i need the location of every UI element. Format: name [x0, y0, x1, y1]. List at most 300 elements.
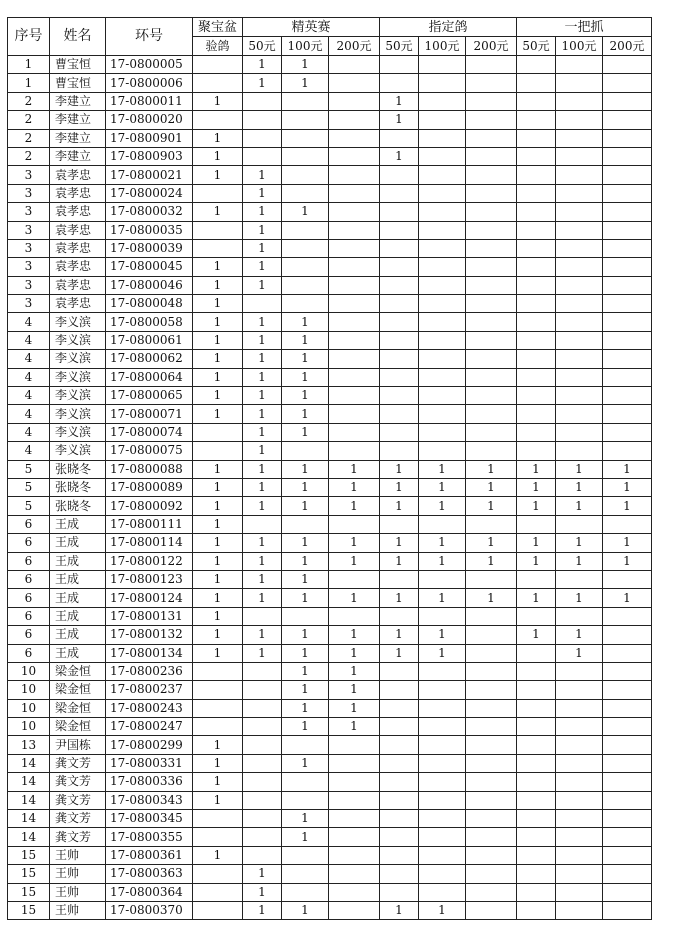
cell-entry	[603, 350, 652, 368]
cell-entry: 1	[517, 497, 556, 515]
table-row	[8, 92, 652, 110]
cell-entry: 1	[419, 534, 466, 552]
cell-entry	[603, 184, 652, 202]
cell-entry: 1	[282, 405, 329, 423]
cell-entry	[282, 442, 329, 460]
cell-entry	[329, 184, 380, 202]
header-zdg-100: 100元	[419, 37, 466, 56]
cell-entry	[466, 754, 517, 772]
table-row	[8, 166, 652, 184]
cell-entry: 1	[466, 534, 517, 552]
cell-seq: 4	[8, 405, 50, 423]
cell-seq: 3	[8, 276, 50, 294]
cell-name: 李建立	[50, 111, 106, 129]
cell-entry: 1	[329, 662, 380, 680]
cell-entry	[243, 791, 282, 809]
table-row	[8, 147, 652, 165]
cell-entry	[282, 184, 329, 202]
header-ybz-100: 100元	[556, 37, 603, 56]
table-row	[8, 368, 652, 386]
cell-seq: 6	[8, 589, 50, 607]
cell-entry: 1	[193, 276, 243, 294]
cell-entry: 1	[193, 589, 243, 607]
cell-entry	[603, 828, 652, 846]
cell-ring: 17-0800243	[106, 699, 193, 717]
cell-entry	[419, 865, 466, 883]
cell-entry: 1	[282, 626, 329, 644]
table-row	[8, 534, 652, 552]
cell-entry	[556, 92, 603, 110]
cell-entry	[380, 718, 419, 736]
cell-seq: 6	[8, 552, 50, 570]
cell-entry	[556, 258, 603, 276]
cell-entry: 1	[193, 515, 243, 533]
cell-entry: 1	[380, 552, 419, 570]
cell-entry	[282, 166, 329, 184]
cell-entry	[556, 239, 603, 257]
cell-ring: 17-0800124	[106, 589, 193, 607]
cell-entry	[556, 368, 603, 386]
cell-name: 张晓冬	[50, 478, 106, 496]
cell-entry	[556, 570, 603, 588]
cell-entry	[556, 147, 603, 165]
cell-entry	[243, 736, 282, 754]
table-row	[8, 828, 652, 846]
cell-entry: 1	[329, 478, 380, 496]
cell-entry	[517, 901, 556, 919]
cell-entry	[193, 718, 243, 736]
cell-entry: 1	[329, 534, 380, 552]
cell-ring: 17-0800020	[106, 111, 193, 129]
cell-entry	[193, 699, 243, 717]
cell-seq: 2	[8, 129, 50, 147]
cell-name: 龚文芳	[50, 791, 106, 809]
cell-entry: 1	[193, 497, 243, 515]
cell-entry	[243, 515, 282, 533]
cell-entry: 1	[243, 331, 282, 349]
cell-entry: 1	[243, 570, 282, 588]
cell-entry: 1	[243, 901, 282, 919]
cell-entry	[466, 883, 517, 901]
cell-ring: 17-0800123	[106, 570, 193, 588]
cell-entry	[380, 350, 419, 368]
cell-entry	[380, 368, 419, 386]
cell-ring: 17-0800361	[106, 846, 193, 864]
cell-entry	[603, 865, 652, 883]
cell-entry	[517, 184, 556, 202]
cell-entry: 1	[282, 570, 329, 588]
header-ybz-50: 50元	[517, 37, 556, 56]
cell-entry	[419, 883, 466, 901]
cell-entry	[380, 828, 419, 846]
table-row	[8, 387, 652, 405]
cell-entry	[419, 295, 466, 313]
cell-seq: 4	[8, 331, 50, 349]
cell-ring: 17-0800045	[106, 258, 193, 276]
cell-entry	[193, 883, 243, 901]
cell-entry: 1	[556, 626, 603, 644]
cell-entry: 1	[380, 92, 419, 110]
cell-entry: 1	[282, 423, 329, 441]
cell-name: 袁孝忠	[50, 295, 106, 313]
cell-entry: 1	[282, 534, 329, 552]
cell-ring: 17-0800343	[106, 791, 193, 809]
cell-entry: 1	[419, 644, 466, 662]
cell-seq: 3	[8, 221, 50, 239]
table-row	[8, 515, 652, 533]
cell-entry	[193, 221, 243, 239]
cell-ring: 17-0800046	[106, 276, 193, 294]
header-jubaopen: 聚宝盆	[193, 18, 243, 37]
cell-seq: 2	[8, 92, 50, 110]
cell-entry: 1	[193, 626, 243, 644]
cell-seq: 10	[8, 718, 50, 736]
cell-entry	[466, 626, 517, 644]
cell-entry: 1	[243, 865, 282, 883]
cell-entry	[419, 129, 466, 147]
table-row	[8, 754, 652, 772]
cell-entry	[380, 442, 419, 460]
cell-entry	[603, 74, 652, 92]
cell-name: 袁孝忠	[50, 184, 106, 202]
cell-seq: 6	[8, 534, 50, 552]
cell-entry: 1	[282, 644, 329, 662]
cell-entry	[603, 662, 652, 680]
header-jys-200: 200元	[329, 37, 380, 56]
cell-entry	[282, 607, 329, 625]
cell-entry: 1	[603, 534, 652, 552]
cell-entry: 1	[556, 534, 603, 552]
cell-name: 王帅	[50, 901, 106, 919]
cell-entry: 1	[517, 552, 556, 570]
cell-ring: 17-0800111	[106, 515, 193, 533]
cell-entry: 1	[243, 258, 282, 276]
cell-ring: 17-0800131	[106, 607, 193, 625]
cell-entry: 1	[419, 497, 466, 515]
cell-ring: 17-0800345	[106, 810, 193, 828]
cell-entry: 1	[329, 718, 380, 736]
cell-entry	[556, 74, 603, 92]
cell-entry	[603, 699, 652, 717]
cell-entry	[380, 203, 419, 221]
cell-entry: 1	[282, 901, 329, 919]
cell-entry: 1	[282, 331, 329, 349]
cell-entry	[329, 111, 380, 129]
cell-entry	[517, 828, 556, 846]
cell-entry	[380, 754, 419, 772]
cell-seq: 4	[8, 313, 50, 331]
cell-entry: 1	[193, 791, 243, 809]
cell-entry	[466, 166, 517, 184]
cell-entry	[466, 92, 517, 110]
cell-entry: 1	[193, 736, 243, 754]
cell-entry	[517, 74, 556, 92]
cell-entry: 1	[380, 901, 419, 919]
cell-entry	[243, 111, 282, 129]
cell-entry: 1	[243, 276, 282, 294]
cell-entry: 1	[243, 350, 282, 368]
cell-entry: 1	[419, 552, 466, 570]
cell-entry	[282, 221, 329, 239]
cell-entry	[329, 313, 380, 331]
cell-ring: 17-0800134	[106, 644, 193, 662]
cell-seq: 6	[8, 644, 50, 662]
cell-entry	[419, 570, 466, 588]
cell-ring: 17-0800061	[106, 331, 193, 349]
cell-ring: 17-0800048	[106, 295, 193, 313]
cell-name: 梁金恒	[50, 681, 106, 699]
table-row	[8, 626, 652, 644]
cell-entry	[193, 184, 243, 202]
cell-entry	[243, 147, 282, 165]
cell-seq: 2	[8, 147, 50, 165]
cell-seq: 14	[8, 773, 50, 791]
cell-entry	[329, 350, 380, 368]
cell-entry: 1	[380, 147, 419, 165]
cell-entry: 1	[243, 478, 282, 496]
cell-entry	[466, 74, 517, 92]
cell-name: 李义滨	[50, 423, 106, 441]
table-row	[8, 681, 652, 699]
cell-entry: 1	[193, 129, 243, 147]
cell-name: 李义滨	[50, 442, 106, 460]
cell-entry	[193, 810, 243, 828]
cell-entry	[556, 423, 603, 441]
cell-entry: 1	[193, 460, 243, 478]
cell-entry	[517, 791, 556, 809]
table-row	[8, 699, 652, 717]
cell-entry	[466, 810, 517, 828]
cell-entry: 1	[282, 56, 329, 74]
cell-ring: 17-0800299	[106, 736, 193, 754]
cell-entry	[380, 276, 419, 294]
cell-entry	[556, 699, 603, 717]
cell-entry	[419, 810, 466, 828]
cell-entry	[193, 74, 243, 92]
cell-seq: 15	[8, 865, 50, 883]
cell-entry	[243, 828, 282, 846]
cell-entry	[329, 442, 380, 460]
cell-entry	[329, 203, 380, 221]
table-row	[8, 718, 652, 736]
cell-entry	[603, 626, 652, 644]
cell-entry	[556, 662, 603, 680]
cell-entry: 1	[603, 589, 652, 607]
header-yange: 验鸽	[193, 37, 243, 56]
cell-entry	[193, 442, 243, 460]
cell-entry	[556, 901, 603, 919]
cell-entry: 1	[243, 313, 282, 331]
cell-entry: 1	[556, 552, 603, 570]
cell-entry	[380, 331, 419, 349]
cell-ring: 17-0800088	[106, 460, 193, 478]
cell-entry: 1	[193, 368, 243, 386]
cell-entry: 1	[282, 681, 329, 699]
cell-entry	[282, 295, 329, 313]
cell-entry	[419, 718, 466, 736]
table-row	[8, 607, 652, 625]
cell-name: 梁金恒	[50, 699, 106, 717]
cell-entry	[419, 203, 466, 221]
cell-entry	[517, 405, 556, 423]
cell-seq: 4	[8, 442, 50, 460]
cell-entry	[329, 901, 380, 919]
cell-ring: 17-0800011	[106, 92, 193, 110]
cell-entry	[380, 166, 419, 184]
cell-entry: 1	[380, 644, 419, 662]
cell-seq: 3	[8, 184, 50, 202]
cell-entry	[243, 773, 282, 791]
cell-entry	[282, 791, 329, 809]
cell-name: 袁孝忠	[50, 239, 106, 257]
cell-entry: 1	[517, 626, 556, 644]
cell-entry	[380, 570, 419, 588]
cell-entry	[603, 221, 652, 239]
cell-entry	[517, 662, 556, 680]
cell-ring: 17-0800901	[106, 129, 193, 147]
table-row	[8, 810, 652, 828]
cell-entry	[466, 111, 517, 129]
cell-ring: 17-0800021	[106, 166, 193, 184]
cell-entry	[193, 681, 243, 699]
cell-entry	[282, 883, 329, 901]
cell-entry	[193, 662, 243, 680]
cell-ring: 17-0800122	[106, 552, 193, 570]
cell-name: 王成	[50, 589, 106, 607]
cell-name: 王成	[50, 626, 106, 644]
cell-entry	[466, 313, 517, 331]
table-row	[8, 846, 652, 864]
cell-entry	[517, 754, 556, 772]
cell-entry	[466, 258, 517, 276]
cell-entry	[517, 699, 556, 717]
cell-entry	[282, 736, 329, 754]
cell-entry	[419, 74, 466, 92]
cell-entry: 1	[282, 478, 329, 496]
cell-entry	[466, 387, 517, 405]
cell-ring: 17-0800236	[106, 662, 193, 680]
cell-entry	[603, 239, 652, 257]
header-zhidingge: 指定鸽	[380, 18, 517, 37]
cell-entry	[556, 295, 603, 313]
cell-entry	[556, 736, 603, 754]
cell-entry	[282, 92, 329, 110]
cell-name: 王帅	[50, 883, 106, 901]
cell-ring: 17-0800075	[106, 442, 193, 460]
cell-name: 袁孝忠	[50, 258, 106, 276]
cell-entry	[380, 313, 419, 331]
cell-entry	[603, 681, 652, 699]
cell-entry: 1	[243, 166, 282, 184]
cell-entry	[466, 570, 517, 588]
cell-ring: 17-0800035	[106, 221, 193, 239]
cell-entry: 1	[282, 497, 329, 515]
cell-entry: 1	[329, 681, 380, 699]
cell-entry	[466, 773, 517, 791]
cell-entry	[517, 846, 556, 864]
cell-entry	[603, 295, 652, 313]
cell-entry: 1	[380, 589, 419, 607]
cell-entry: 1	[193, 147, 243, 165]
cell-seq: 3	[8, 166, 50, 184]
cell-entry: 1	[329, 644, 380, 662]
cell-name: 袁孝忠	[50, 166, 106, 184]
cell-entry	[556, 56, 603, 74]
cell-name: 梁金恒	[50, 662, 106, 680]
cell-entry	[556, 810, 603, 828]
cell-seq: 2	[8, 111, 50, 129]
table-row	[8, 276, 652, 294]
cell-entry	[517, 92, 556, 110]
header-zdg-50: 50元	[380, 37, 419, 56]
cell-entry	[603, 166, 652, 184]
cell-entry: 1	[282, 718, 329, 736]
table-row	[8, 901, 652, 919]
cell-ring: 17-0800074	[106, 423, 193, 441]
cell-entry	[556, 865, 603, 883]
cell-entry	[603, 405, 652, 423]
cell-entry	[329, 295, 380, 313]
cell-entry	[282, 147, 329, 165]
cell-entry: 1	[329, 699, 380, 717]
cell-ring: 17-0800363	[106, 865, 193, 883]
cell-seq: 4	[8, 350, 50, 368]
table-row	[8, 239, 652, 257]
cell-entry	[282, 111, 329, 129]
cell-entry	[556, 681, 603, 699]
cell-entry: 1	[282, 810, 329, 828]
cell-entry	[603, 258, 652, 276]
cell-entry: 1	[556, 589, 603, 607]
cell-entry	[329, 92, 380, 110]
cell-entry	[380, 681, 419, 699]
cell-entry	[466, 129, 517, 147]
table-row	[8, 313, 652, 331]
cell-entry: 1	[243, 74, 282, 92]
cell-entry	[380, 74, 419, 92]
cell-entry	[329, 331, 380, 349]
cell-entry: 1	[193, 534, 243, 552]
cell-entry	[466, 828, 517, 846]
cell-entry	[380, 515, 419, 533]
cell-entry	[193, 828, 243, 846]
cell-entry	[282, 773, 329, 791]
cell-name: 龚文芳	[50, 810, 106, 828]
table-row	[8, 883, 652, 901]
cell-entry	[517, 276, 556, 294]
cell-seq: 3	[8, 203, 50, 221]
cell-entry	[603, 570, 652, 588]
cell-entry	[466, 662, 517, 680]
cell-entry	[380, 773, 419, 791]
cell-entry	[466, 865, 517, 883]
cell-entry: 1	[193, 350, 243, 368]
cell-entry: 1	[556, 497, 603, 515]
cell-entry	[329, 883, 380, 901]
cell-entry	[603, 387, 652, 405]
cell-entry	[603, 129, 652, 147]
cell-seq: 15	[8, 846, 50, 864]
cell-name: 王成	[50, 515, 106, 533]
cell-entry	[282, 865, 329, 883]
cell-entry	[517, 221, 556, 239]
cell-entry: 1	[243, 626, 282, 644]
cell-entry: 1	[419, 478, 466, 496]
cell-entry	[329, 221, 380, 239]
table-row	[8, 331, 652, 349]
cell-entry: 1	[193, 295, 243, 313]
cell-entry	[419, 147, 466, 165]
